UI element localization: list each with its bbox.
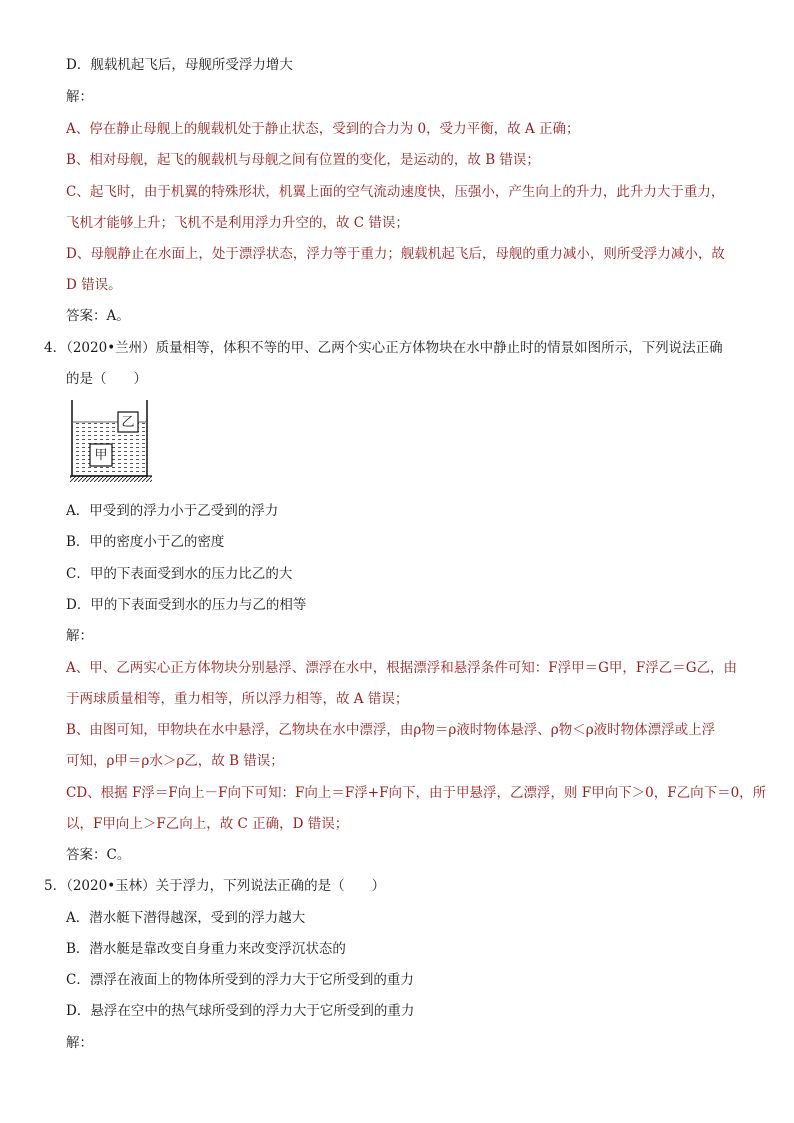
- q4-option-d: D．甲的下表面受到水的压力与乙的相等: [66, 597, 307, 613]
- q4-analysis-a-line1: A、甲、乙两实心正方体物块分别悬浮、漂浮在水中，根据漂浮和悬浮条件可知：F浮甲＝G甲，F浮乙＝G乙，由: [66, 660, 738, 676]
- q3-analysis-c-line2: 飞机才能够上升；飞机不是利用浮力升空的，故 C 错误；: [66, 215, 409, 231]
- q3-analysis-d-line1: D、母舰静止在水面上，处于漂浮状态，浮力等于重力；舰载机起飞后，母舰的重力减小，则所受浮力减小，故: [66, 246, 725, 262]
- q5-option-d: D．悬浮在空中的热气球所受到的浮力大于它所受到的重力: [66, 1003, 415, 1019]
- q3-analysis-c-line1: C、起飞时，由于机翼的特殊形状，机翼上面的空气流动速度快，压强小，产生向上的升力，此升力大于重力，: [66, 184, 725, 200]
- q3-analysis-a: A、停在静止母舰上的舰载机处于静止状态，受到的合力为 0，受力平衡，故 A 正确；: [66, 121, 580, 137]
- q5-solution-label: 解：: [66, 1035, 93, 1051]
- q3-option-d: D．舰载机起飞后，母舰所受浮力增大: [66, 57, 293, 73]
- q4-option-a: A．甲受到的浮力小于乙受到的浮力: [66, 503, 279, 519]
- q4-solution-label: 解：: [66, 628, 93, 644]
- q4-stem-line1: 4．（2020•兰州）质量相等，体积不等的甲、乙两个实心正方体物块在水中静止时的情景如图所示，下列说法正确: [44, 340, 723, 356]
- q5-option-c: C．漂浮在液面上的物体所受到的浮力大于它所受到的重力: [66, 972, 414, 988]
- ground: [70, 476, 152, 482]
- q4-analysis-cd-line2: 以，F甲向上＞F乙向上，故 C 正确，D 错误；: [66, 816, 349, 832]
- q5-option-a: A．潜水艇下潜得越深，受到的浮力越大: [66, 910, 306, 926]
- q4-analysis-b-line2: 可知，ρ甲＝ρ水＞ρ乙，故 B 错误；: [66, 753, 284, 769]
- q5-option-b: B．潜水艇是靠改变自身重力来改变浮沉状态的: [66, 941, 346, 957]
- q4-stem-line2: 的是（ ）: [66, 371, 147, 387]
- q4-option-c: C．甲的下表面受到水的压力比乙的大: [66, 566, 293, 582]
- label-yi: 乙: [121, 415, 135, 430]
- q4-figure: [70, 398, 152, 490]
- q3-analysis-d-line2: D 错误。: [66, 277, 122, 293]
- label-jia: 甲: [94, 448, 108, 463]
- q3-answer: 答案：A。: [66, 308, 130, 324]
- q3-solution-label: 解：: [66, 89, 93, 105]
- q4-option-b: B．甲的密度小于乙的密度: [66, 534, 225, 550]
- q3-analysis-b: B、相对母舰，起飞的舰载机与母舰之间有位置的变化，是运动的，故 B 错误；: [66, 152, 540, 168]
- q4-answer: 答案：C。: [66, 847, 131, 863]
- q4-analysis-cd-line1: CD、根据 F浮＝F向上－F向下可知：F向上＝F浮+F向下，由于甲悬浮，乙漂浮，则 F甲向下＞0，F乙向下＝0，所: [66, 785, 767, 801]
- q4-analysis-a-line2: 于两球质量相等，重力相等，所以浮力相等，故 A 错误；: [66, 691, 409, 707]
- q5-stem: 5．（2020•玉林）关于浮力，下列说法正确的是（ ）: [44, 878, 386, 894]
- q4-analysis-b-line1: B、由图可知，甲物块在水中悬浮，乙物块在水中漂浮，由ρ物＝ρ液时物体悬浮、ρ物＜ρ液时物体漂浮或上浮: [66, 722, 716, 738]
